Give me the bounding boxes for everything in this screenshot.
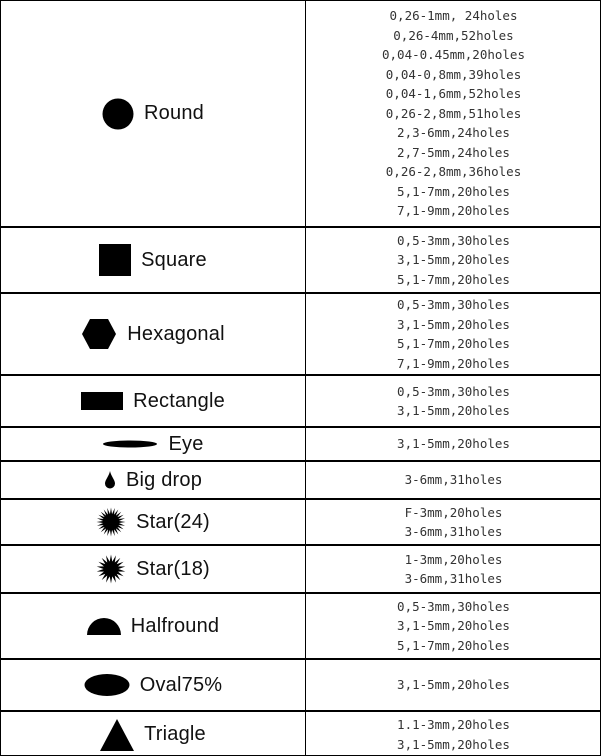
spec-line: 0,5-3mm,30holes	[397, 232, 510, 248]
circle-icon	[102, 98, 134, 130]
shape-cell	[1, 546, 305, 592]
row-divider	[1, 592, 601, 594]
shape-cell	[1, 500, 305, 544]
spec-line: 3,1-5mm,20holes	[397, 252, 510, 268]
spec-cell	[306, 428, 601, 460]
halfround-icon	[87, 617, 121, 635]
row-divider	[1, 658, 601, 660]
table-row	[1, 660, 601, 710]
triangle-icon	[100, 719, 134, 751]
spec-line: 0,5-3mm,30holes	[397, 598, 510, 614]
table-row	[1, 294, 601, 374]
shape-name: Triagle	[144, 723, 206, 745]
row-divider	[1, 426, 601, 428]
shape-cell	[1, 428, 305, 460]
shape-name: Square	[141, 248, 207, 271]
square-icon	[99, 244, 131, 276]
shape-cell	[1, 228, 305, 292]
spec-line: 0,26-2,8mm,36holes	[385, 164, 522, 180]
table-row	[1, 228, 601, 292]
spec-line: 2,7-5mm,24holes	[397, 144, 510, 160]
table-row	[1, 500, 601, 544]
shape-cell	[1, 660, 305, 710]
shape-cell	[1, 594, 305, 658]
shape-cell	[1, 462, 305, 498]
spec-line: 0,04-0.45mm,20holes	[382, 47, 525, 63]
shape-name: Hexagonal	[127, 322, 225, 345]
shape-name: Oval75%	[139, 673, 223, 696]
spec-line: 5,1-7mm,20holes	[397, 183, 510, 199]
shape-cell	[1, 1, 305, 226]
spec-cell	[306, 1, 601, 226]
spec-line: 5,1-7mm,20holes	[397, 637, 510, 653]
table-row	[1, 462, 601, 498]
row-divider	[1, 544, 601, 546]
spec-line: 3,1-5mm,20holes	[397, 436, 510, 452]
star-24-icon	[96, 507, 126, 537]
spec-line: 3-6mm,31holes	[404, 524, 503, 539]
spec-line: 1-3mm,20holes	[404, 551, 503, 567]
spec-line: 2,3-6mm,24holes	[397, 125, 510, 141]
eye-icon	[102, 439, 158, 449]
spec-line: 7,1-9mm,20holes	[397, 355, 510, 371]
spec-cell	[306, 376, 601, 426]
shape-cell	[1, 712, 305, 756]
table-row	[1, 546, 601, 592]
shape-name: Round	[144, 102, 204, 124]
shape-name: Eye	[168, 432, 204, 455]
spec-line: 3-6mm,31holes	[404, 571, 503, 586]
shape-name: Star(24)	[136, 510, 210, 533]
spec-line: 0,04-1,6mm,52holes	[385, 86, 522, 102]
spec-line: 5,1-7mm,20holes	[397, 271, 510, 287]
spec-cell	[306, 712, 601, 756]
rectangle-icon	[81, 392, 123, 410]
spec-cell	[306, 660, 601, 710]
spec-line: 0,04-0,8mm,39holes	[385, 66, 522, 82]
spec-line: 3-6mm,31holes	[404, 472, 503, 488]
row-divider	[1, 498, 601, 500]
table-row	[1, 428, 601, 460]
spec-line: 5,1-7mm,20holes	[397, 336, 510, 351]
shape-cell	[1, 294, 305, 374]
spec-line: 3,1-5mm,20holes	[397, 618, 510, 634]
spec-line: 3,1-5mm,20holes	[397, 316, 510, 332]
spec-cell	[306, 228, 601, 292]
spec-cell	[306, 294, 601, 374]
oval-icon	[84, 673, 130, 697]
star-18-icon	[96, 554, 126, 584]
spec-cell	[306, 500, 601, 544]
drop-icon	[104, 471, 116, 489]
spec-line: 0,26-4mm,52holes	[393, 27, 514, 43]
spec-line: 3,1-5mm,20holes	[397, 677, 510, 693]
spec-line: F-3mm,20holes	[404, 504, 503, 520]
spec-line: 0,26-1mm, 24holes	[389, 8, 518, 24]
row-divider	[1, 226, 601, 228]
shape-cell	[1, 376, 305, 426]
hexagon-icon	[81, 318, 117, 350]
shape-name: Halfround	[130, 614, 220, 637]
shape-name: Big drop	[125, 468, 203, 491]
row-divider	[1, 460, 601, 462]
row-divider	[1, 710, 601, 712]
row-divider	[1, 374, 601, 376]
shape-name: Rectangle	[133, 389, 225, 412]
table-row	[1, 712, 601, 756]
spec-line: 0,5-3mm,30holes	[397, 383, 510, 399]
shape-name: Star(18)	[136, 557, 210, 580]
table-row	[1, 376, 601, 426]
spec-line: 3,1-5mm,20holes	[397, 736, 510, 752]
spec-cell	[306, 594, 601, 658]
spec-line: 3,1-5mm,20holes	[397, 403, 510, 418]
spec-line: 0,26-2,8mm,51holes	[385, 105, 522, 121]
row-divider	[1, 292, 601, 294]
spec-line: 0,5-3mm,30holes	[397, 297, 510, 312]
spec-line: 1.1-3mm,20holes	[397, 717, 510, 732]
spec-cell	[306, 462, 601, 498]
table-row	[1, 1, 601, 226]
spec-cell	[306, 546, 601, 592]
table-row	[1, 594, 601, 658]
spec-line: 7,1-9mm,20holes	[397, 203, 510, 219]
